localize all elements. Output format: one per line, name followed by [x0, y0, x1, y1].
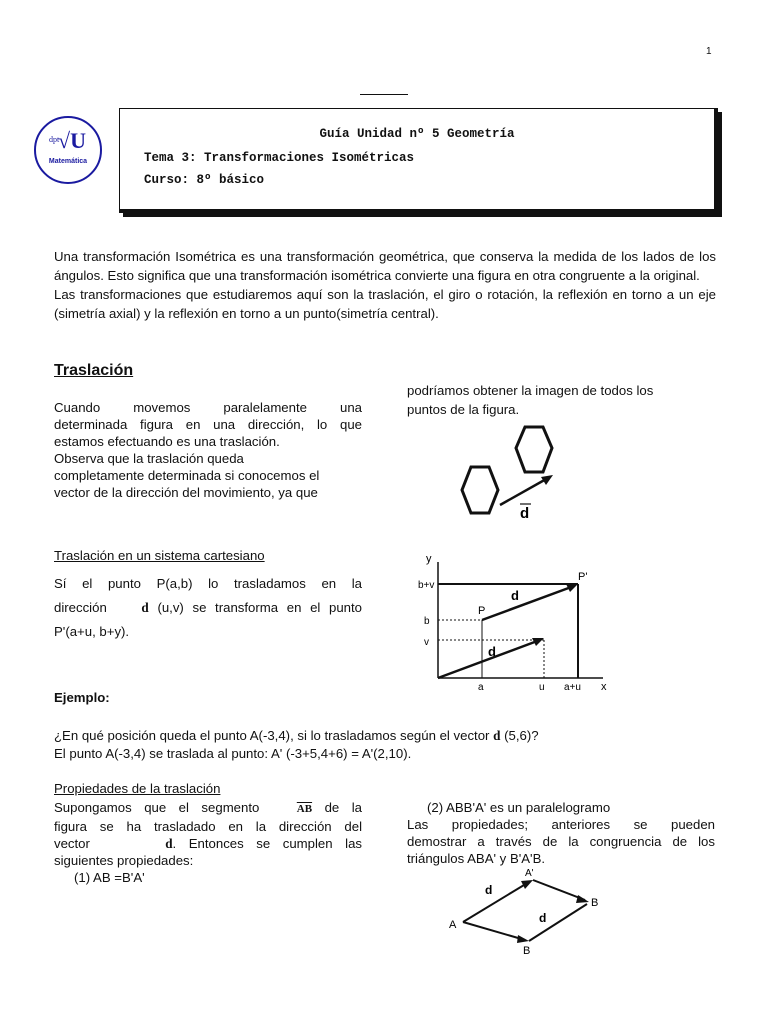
topic-line: Tema 3: Transformaciones Isométricas — [144, 151, 415, 165]
ejemplo-heading: Ejemplo: — [54, 690, 110, 705]
svg-text:d: d — [485, 883, 493, 897]
svg-text:y: y — [426, 553, 432, 565]
svg-text:b: b — [424, 616, 430, 627]
vector-P-P2 — [482, 586, 574, 620]
svg-text:A: A — [449, 919, 457, 931]
vector-B-B2 — [529, 904, 587, 941]
svg-text:a+u: a+u — [564, 682, 581, 692]
guide-title: Guía Unidad nº 5 Geometría — [319, 127, 515, 141]
arrowhead-icon — [517, 935, 529, 943]
traslacion-description-cont: podríamos obtener la imagen de todos los puntos de la figura. — [407, 383, 654, 417]
svg-text:d: d — [539, 911, 547, 925]
svg-text:d: d — [488, 644, 496, 659]
section-heading-traslacion: Traslación — [54, 362, 134, 379]
vector-label: d — [520, 505, 530, 522]
vector-A-A2 — [463, 882, 529, 922]
svg-text:b+v: b+v — [418, 580, 435, 591]
vector-d-symbol: d — [165, 836, 173, 851]
direction-vector — [500, 478, 548, 505]
propiedades-text: Supongamos que el segmento $\overline{AB}$ de la figura se ha trasladado en la dirección del vector d. Entonces se cumplen las siguientes propiedades: (1) AB =B'A' — [54, 800, 363, 885]
segment-A-B — [463, 922, 525, 940]
cartesian-translation-figure — [418, 550, 618, 692]
page-number: 1 — [706, 46, 712, 57]
vector-d-symbol: d — [141, 600, 149, 615]
arrowhead-icon — [521, 880, 533, 889]
svg-text:u: u — [539, 682, 545, 692]
svg-text:A': A' — [525, 868, 534, 879]
parallelogram-figure — [445, 866, 615, 958]
subheading-propiedades: Propiedades de la traslación — [54, 781, 221, 796]
intro-text — [54, 247, 716, 323]
translated-hexagon — [516, 427, 552, 472]
segment-ab: $\overline{AB}$ — [296, 803, 313, 815]
intro-paragraph: Una transformación Isométrica es una transformación geométrica, que conserva la medida de los lados de los ángulos. Esto significa que una transformación isométrica convierte una figura en otra congruente a la original. — [54, 249, 716, 283]
property-1: (1) AB =B'A' — [74, 870, 145, 885]
svg-text:P: P — [478, 605, 486, 617]
dpto-matematica-logo: dpt √U Matemática — [34, 116, 102, 184]
course-line: Curso: 8º básico — [144, 173, 265, 187]
intro-paragraph: Las transformaciones que estudiaremos aquí son la traslación, el giro o rotación, la reflexión en torno a un eje (simetría axial) y la reflexión en torno a un punto(simetría central). — [54, 287, 716, 321]
top-rule — [360, 94, 408, 95]
header-box — [119, 108, 718, 213]
segment-A2-B — [533, 880, 585, 900]
arrowhead-icon — [576, 895, 589, 903]
svg-text:P': P' — [578, 571, 588, 583]
svg-text:a: a — [478, 682, 484, 692]
propiedades-text-right: (2) ABB'A' es un paralelogramo Las propiedades; anteriores se pueden demostrar a través de la congruencia de los triángulos ABA' y B'A'B. — [407, 800, 715, 866]
svg-text:B: B — [591, 897, 599, 909]
subheading-cartesiano: Traslación en un sistema cartesiano — [54, 548, 265, 563]
ejemplo-question: ¿En qué posición queda el punto A(-3,4), si lo trasladamos según el vector d (5,6)? — [54, 728, 539, 743]
svg-text:d: d — [511, 588, 519, 603]
property-2: (2) ABB'A' es un paralelogramo — [427, 800, 611, 815]
svg-text:x: x — [601, 681, 607, 692]
cartesiano-text: Sí el punto P(a,b) lo trasladamos en la dirección d (u,v) se transforma en el punto P'(a+u, b+y). — [54, 576, 362, 639]
hexagon-translation-figure — [445, 420, 585, 530]
original-hexagon — [462, 467, 498, 513]
vector-d-symbol: d — [493, 728, 501, 743]
ejemplo-answer: El punto A(-3,4) se traslada al punto: A' (-3+5,4+6) = A'(2,10). — [54, 746, 412, 761]
svg-text:v: v — [424, 637, 429, 648]
traslacion-description: Cuando movemos paralelamente una determinada figura en una dirección, lo que estamos efectuando es una traslación. Observa que la traslación queda completamente determinada si conocemos el vector de la dirección del movimiento, ya que — [54, 400, 362, 500]
svg-text:B: B — [523, 945, 531, 957]
sqrt-u-icon: √U — [58, 128, 86, 153]
